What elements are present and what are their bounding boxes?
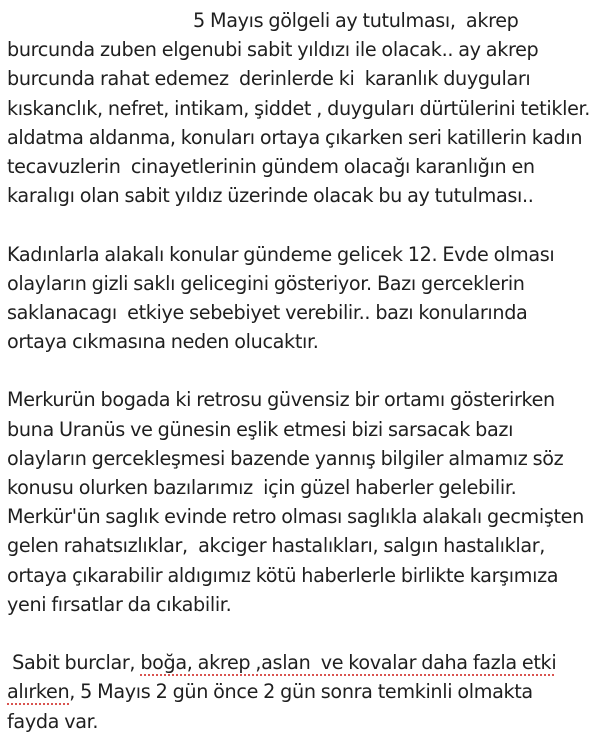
- text-line: burcunda rahat edemez derinlerde ki karanlık duyguları: [7, 67, 531, 91]
- text-line: ortaya çıkarabilir aldıgımız kötü haberlerle birlikte karşımıza: [7, 563, 559, 587]
- spellcheck-underlined-text[interactable]: alırken: [7, 680, 70, 704]
- text-line: ortaya cıkmasına neden olucaktır.: [7, 330, 319, 354]
- paragraph-spacer: [7, 210, 602, 239]
- paragraph-spacer: [7, 356, 602, 385]
- text-line: Merkurün bogada ki retrosu güvensiz bir ortamı gösterirken: [7, 388, 555, 412]
- text-line: yeni fırsatlar da cıkabilir.: [7, 592, 232, 616]
- paragraph-spacer: [7, 619, 602, 648]
- spellcheck-underlined-text[interactable]: boğa, akrep ,aslan ve kovalar daha fazla etki: [140, 651, 557, 675]
- text-line: fayda var.: [7, 709, 99, 733]
- paragraph-2: [7, 240, 602, 357]
- text-line: olayların gizli saklı gelicegini gösteriyor. Bazı gerceklerin: [7, 271, 525, 295]
- text-line: kıskanclık, nefret, intikam, şiddet , duyguları dürtülerini tetikler.: [7, 96, 591, 120]
- text-line: saklanacagı etkiye sebebiyet verebilir.. bazı konularında: [7, 300, 528, 324]
- text-line: 5 Mayıs gölgeli ay tutulması, akrep: [193, 9, 519, 32]
- text-line: olayların gercekleşmesi bazende yannış bilgiler almamız söz: [7, 446, 564, 470]
- paragraph-1: [7, 6, 602, 210]
- text-line: karalıgı olan sabit yıldız üzerinde olacak bu ay tutulması..: [7, 184, 534, 208]
- text-line: [7, 677, 602, 706]
- paragraph-4: [7, 648, 602, 736]
- text-line: gelen rahatsızlıklar, akciger hastalıkları, salgın hastalıklar,: [7, 534, 546, 558]
- closing-rest: , 5 Mayıs 2 gün önce 2 gün sonra temkinli olmakta: [69, 680, 533, 704]
- closing-prefix: Sabit burclar,: [7, 651, 141, 675]
- text-line: Kadınlarla alakalı konular gündeme gelicek 12. Evde olması: [7, 242, 555, 266]
- text-line: aldatma aldanma, konuları ortaya çıkarken seri katillerin kadın: [7, 125, 583, 149]
- text-line: burcunda zuben elgenubi sabit yıldızı ile olacak.. ay akrep: [7, 38, 539, 62]
- text-line: [7, 648, 602, 677]
- document-text: [7, 6, 602, 736]
- text-line: tecavuzlerin cinayetlerinin gündem olacağı karanlığın en: [7, 154, 535, 178]
- text-line: konusu olurken bazılarımız için güzel haberler gelebilir.: [7, 476, 517, 499]
- text-line: buna Uranüs ve günesin eşlik etmesi bizi sarsacak bazı: [7, 417, 514, 441]
- text-line: Merkür'ün saglık evinde retro olması saglıkla alakalı gecmişten: [7, 505, 584, 529]
- paragraph-3: [7, 385, 602, 619]
